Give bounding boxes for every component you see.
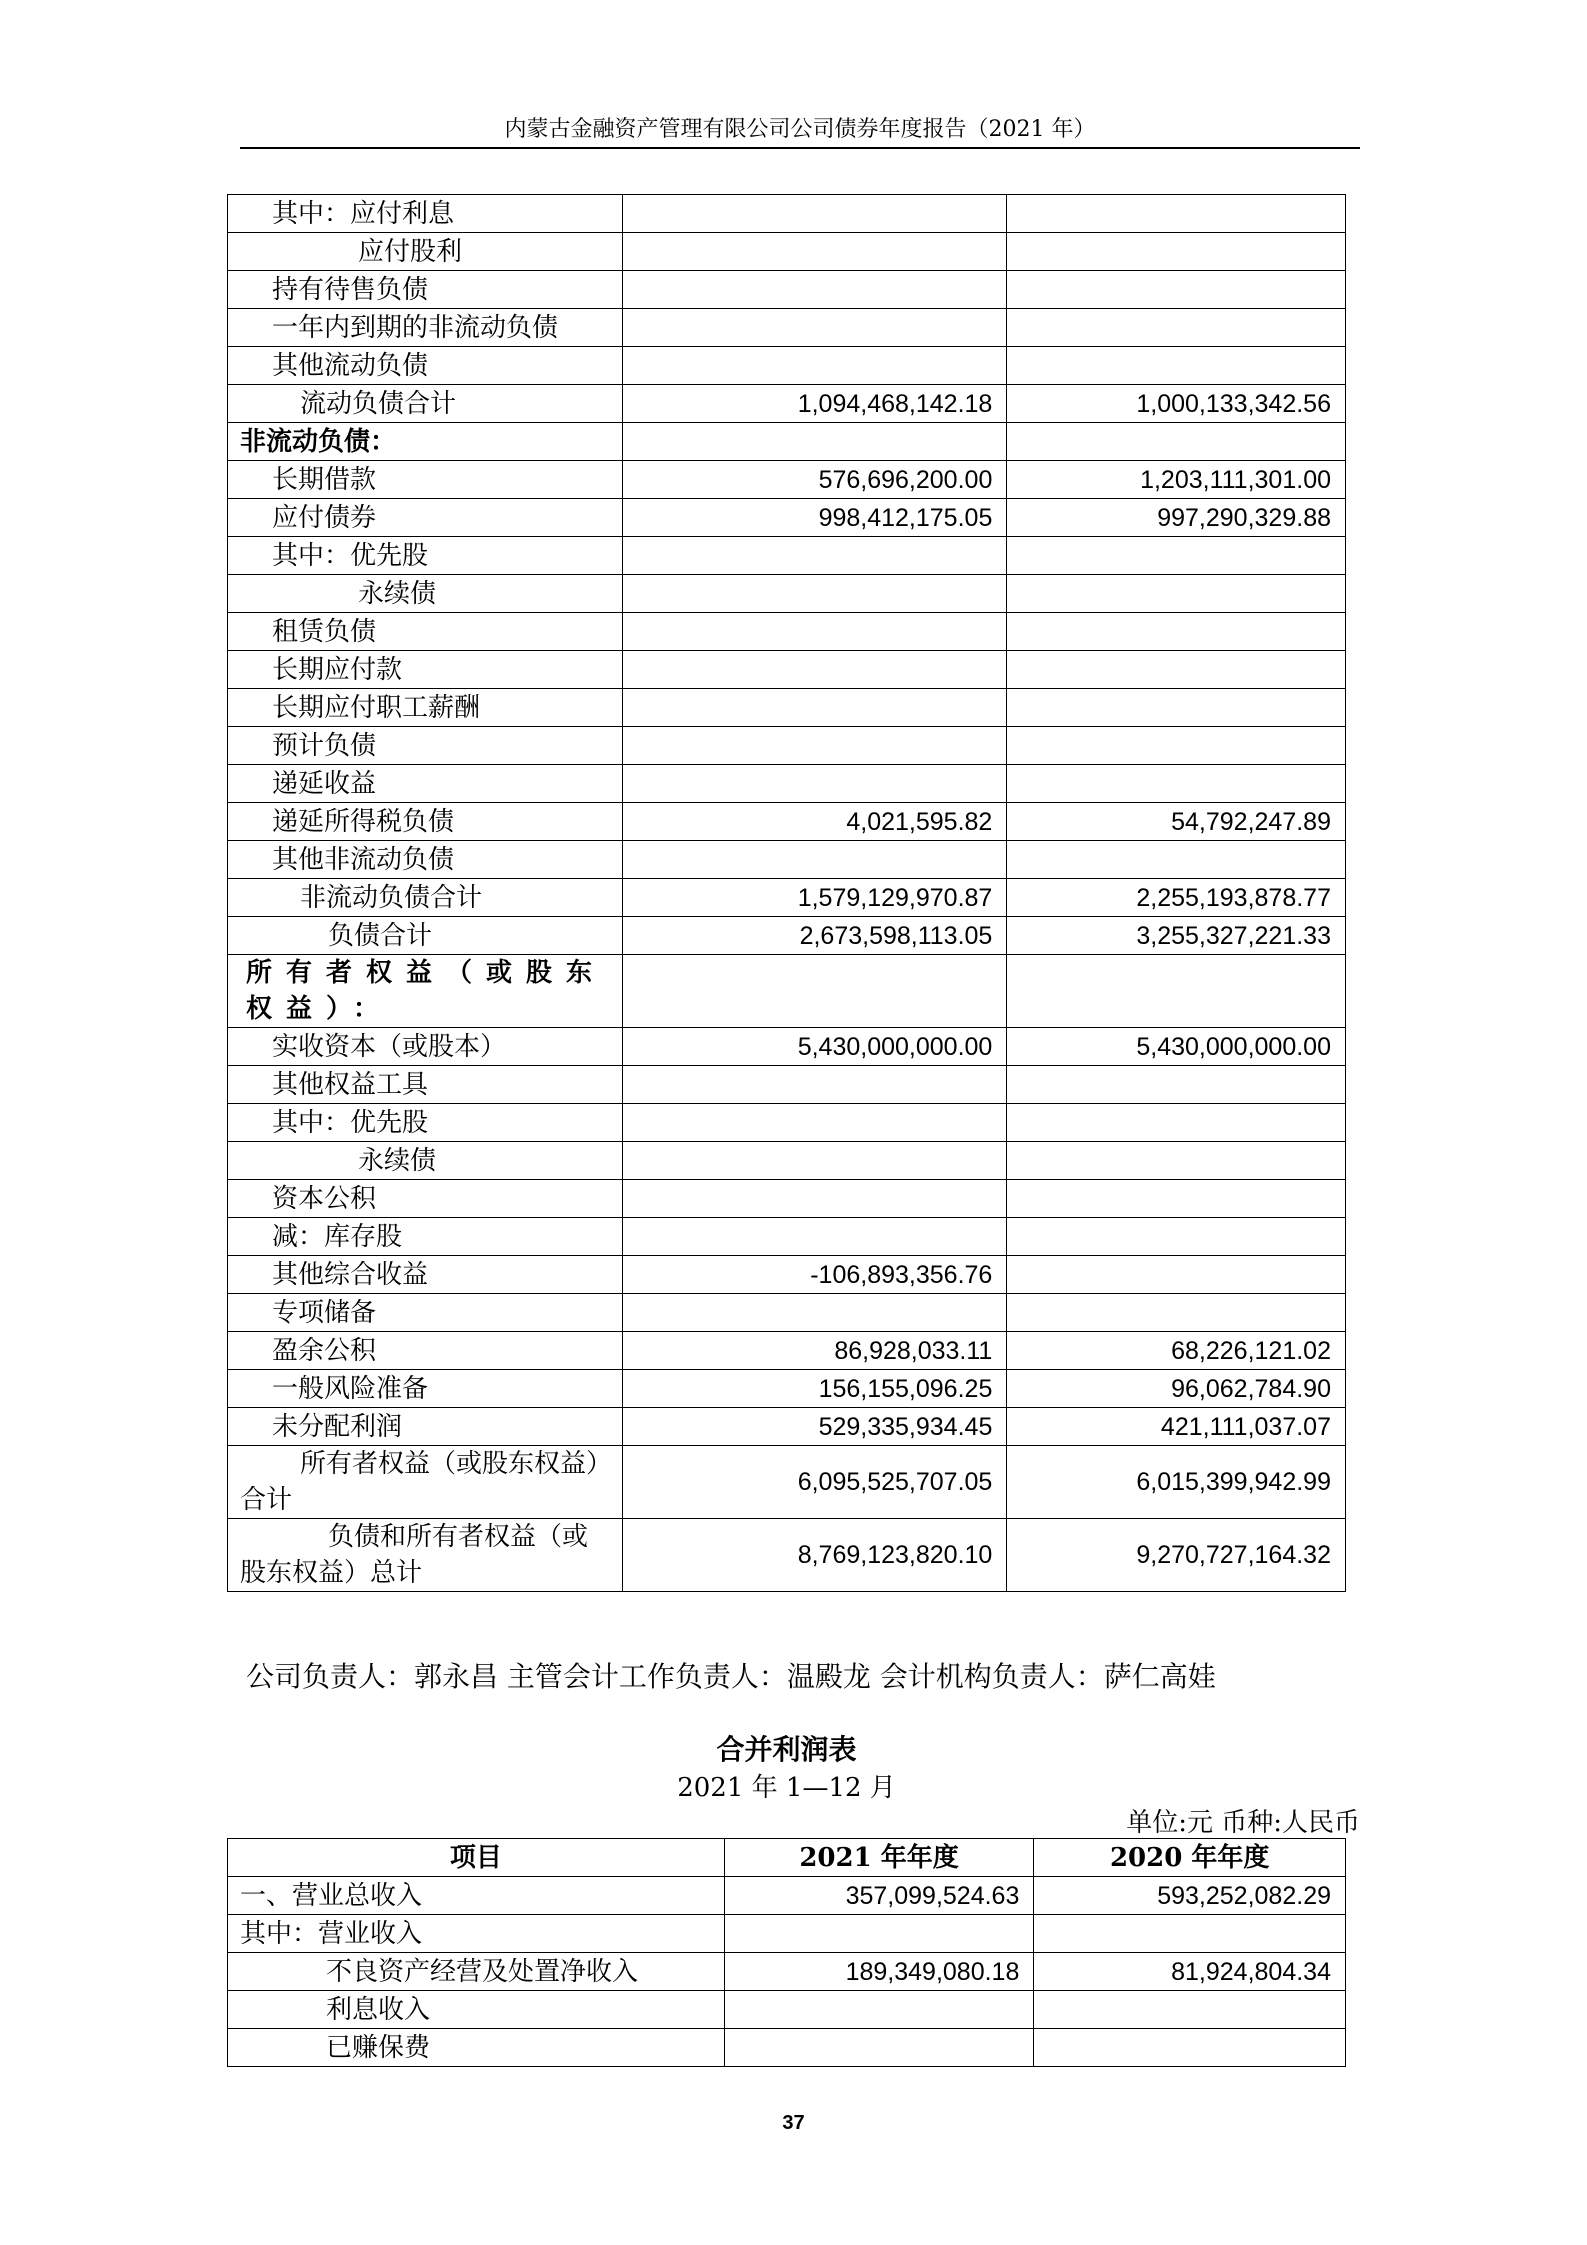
table-row <box>228 841 1346 879</box>
header-2020: 2020 年年度 <box>1034 1839 1346 1877</box>
value-2020: 81,924,804.34 <box>1034 1953 1346 1991</box>
table-row <box>228 537 1346 575</box>
row-label: 其中：优先股 <box>228 537 623 575</box>
value-2020 <box>1007 1218 1346 1256</box>
table-row <box>228 879 1346 917</box>
row-label: 减：库存股 <box>228 1218 623 1256</box>
value-2020: 3,255,327,221.33 <box>1007 917 1346 955</box>
value-2021 <box>622 727 1007 765</box>
value-2021 <box>622 1218 1007 1256</box>
value-2020: 1,203,111,301.00 <box>1007 461 1346 499</box>
value-2021: 86,928,033.11 <box>622 1332 1007 1370</box>
table-row <box>228 1877 1346 1915</box>
value-2020 <box>1007 1294 1346 1332</box>
row-label: 未分配利润 <box>228 1408 623 1446</box>
value-2020: 68,226,121.02 <box>1007 1332 1346 1370</box>
value-2021: 529,335,934.45 <box>622 1408 1007 1446</box>
balance-sheet-table <box>227 194 1346 1592</box>
value-2020 <box>1034 1915 1346 1953</box>
value-2021 <box>622 537 1007 575</box>
row-label: 专项储备 <box>228 1294 623 1332</box>
row-label: 长期应付款 <box>228 651 623 689</box>
table-row <box>228 1028 1346 1066</box>
value-2021 <box>622 841 1007 879</box>
table-row <box>228 651 1346 689</box>
value-2020 <box>1007 537 1346 575</box>
value-2021 <box>622 955 1007 1028</box>
value-2021: -106,893,356.76 <box>622 1256 1007 1294</box>
report-header: 内蒙古金融资产管理有限公司公司债券年度报告（2021 年） <box>504 117 1096 142</box>
row-label: 已赚保费 <box>228 2029 725 2067</box>
row-label: 其他综合收益 <box>228 1256 623 1294</box>
table-row <box>228 1256 1346 1294</box>
value-2020: 96,062,784.90 <box>1007 1370 1346 1408</box>
value-2021 <box>622 1294 1007 1332</box>
value-2020: 54,792,247.89 <box>1007 803 1346 841</box>
row-label: 其他权益工具 <box>228 1066 623 1104</box>
row-label: 不良资产经营及处置净收入 <box>228 1953 725 1991</box>
value-2021 <box>622 347 1007 385</box>
table-row <box>228 955 1346 1028</box>
row-label: 其中：优先股 <box>228 1104 623 1142</box>
table-row <box>228 689 1346 727</box>
value-2020: 2,255,193,878.77 <box>1007 879 1346 917</box>
header-rule <box>240 147 1360 149</box>
value-2020 <box>1007 1104 1346 1142</box>
row-label: 长期应付职工薪酬 <box>228 689 623 727</box>
table-row <box>228 1991 1346 2029</box>
row-label: 永续债 <box>228 1142 623 1180</box>
income-statement-period: 2021 年 1—12 月 <box>677 1773 896 1803</box>
table-row <box>228 1519 1346 1592</box>
row-label: 递延所得税负债 <box>228 803 623 841</box>
value-2020: 997,290,329.88 <box>1007 499 1346 537</box>
currency-unit: 单位:元 币种:人民币 <box>1126 1808 1360 1838</box>
row-label: 流动负债合计 <box>228 385 623 423</box>
row-label: 递延收益 <box>228 765 623 803</box>
value-2021: 998,412,175.05 <box>622 499 1007 537</box>
table-row <box>228 1370 1346 1408</box>
row-label: 永续债 <box>228 575 623 613</box>
table-row <box>228 1180 1346 1218</box>
row-label: 一、营业总收入 <box>228 1877 725 1915</box>
table-row <box>228 461 1346 499</box>
row-label: 其中：应付利息 <box>228 195 623 233</box>
value-2021 <box>724 2029 1034 2067</box>
value-2020: 5,430,000,000.00 <box>1007 1028 1346 1066</box>
row-label: 非流动负债合计 <box>228 879 623 917</box>
value-2021 <box>622 309 1007 347</box>
value-2021: 4,021,595.82 <box>622 803 1007 841</box>
header-item: 项目 <box>228 1839 725 1877</box>
value-2020 <box>1007 727 1346 765</box>
row-label: 应付债券 <box>228 499 623 537</box>
section-heading: 非流动负债： <box>228 423 623 461</box>
value-2021 <box>622 271 1007 309</box>
value-2021 <box>622 689 1007 727</box>
value-2020 <box>1007 347 1346 385</box>
row-label: 负债和所有者权益（或股东权益）总计 <box>228 1519 623 1592</box>
table-row <box>228 309 1346 347</box>
header-2021: 2021 年年度 <box>724 1839 1034 1877</box>
page-number: 37 <box>782 2112 805 2134</box>
row-label: 其他流动负债 <box>228 347 623 385</box>
signatories-line: 公司负责人：郭永昌 主管会计工作负责人：温殿龙 会计机构负责人：萨仁高娃 <box>246 1660 1216 1693</box>
value-2020 <box>1007 575 1346 613</box>
row-label: 其他非流动负债 <box>228 841 623 879</box>
table-row <box>228 1218 1346 1256</box>
row-label: 利息收入 <box>228 1991 725 2029</box>
row-label: 其中：营业收入 <box>228 1915 725 1953</box>
value-2020 <box>1007 955 1346 1028</box>
value-2020 <box>1007 271 1346 309</box>
table-row <box>228 575 1346 613</box>
value-2020 <box>1007 651 1346 689</box>
value-2021 <box>622 765 1007 803</box>
table-row <box>228 1294 1346 1332</box>
income-statement-title: 合并利润表 <box>716 1733 857 1766</box>
table-row <box>228 195 1346 233</box>
table-row <box>228 1332 1346 1370</box>
value-2020 <box>1034 1991 1346 2029</box>
value-2021 <box>622 575 1007 613</box>
row-label: 盈余公积 <box>228 1332 623 1370</box>
table-row <box>228 765 1346 803</box>
table-row <box>228 1953 1346 1991</box>
value-2021: 2,673,598,113.05 <box>622 917 1007 955</box>
table-row <box>228 613 1346 651</box>
row-label: 一年内到期的非流动负债 <box>228 309 623 347</box>
table-row <box>228 271 1346 309</box>
table-row <box>228 1408 1346 1446</box>
value-2020 <box>1007 1066 1346 1104</box>
value-2020 <box>1007 233 1346 271</box>
row-label: 实收资本（或股本） <box>228 1028 623 1066</box>
value-2021 <box>622 1066 1007 1104</box>
row-label: 所有者权益（或股东权益）合计 <box>228 1446 623 1519</box>
table-row <box>228 423 1346 461</box>
value-2020 <box>1007 841 1346 879</box>
table-row <box>228 1446 1346 1519</box>
row-label: 租赁负债 <box>228 613 623 651</box>
value-2021 <box>622 423 1007 461</box>
value-2021: 5,430,000,000.00 <box>622 1028 1007 1066</box>
value-2021: 1,094,468,142.18 <box>622 385 1007 423</box>
table-row <box>228 917 1346 955</box>
table-row <box>228 1066 1346 1104</box>
table-row <box>228 385 1346 423</box>
value-2021 <box>622 1104 1007 1142</box>
value-2021: 189,349,080.18 <box>724 1953 1034 1991</box>
value-2020 <box>1007 423 1346 461</box>
table-row <box>228 347 1346 385</box>
row-label: 应付股利 <box>228 233 623 271</box>
value-2021: 6,095,525,707.05 <box>622 1446 1007 1519</box>
value-2021 <box>622 233 1007 271</box>
row-label: 预计负债 <box>228 727 623 765</box>
value-2020 <box>1007 195 1346 233</box>
value-2020: 421,111,037.07 <box>1007 1408 1346 1446</box>
table-row <box>228 1104 1346 1142</box>
value-2021 <box>724 1991 1034 2029</box>
value-2021 <box>622 613 1007 651</box>
table-row <box>228 803 1346 841</box>
section-heading: 所有者权益（或股东权益）： <box>228 955 623 1028</box>
row-label: 持有待售负债 <box>228 271 623 309</box>
value-2021: 1,579,129,970.87 <box>622 879 1007 917</box>
value-2020: 593,252,082.29 <box>1034 1877 1346 1915</box>
value-2021 <box>724 1915 1034 1953</box>
value-2020 <box>1007 765 1346 803</box>
table-row <box>228 499 1346 537</box>
value-2020 <box>1007 1142 1346 1180</box>
table-row <box>228 1142 1346 1180</box>
value-2020: 1,000,133,342.56 <box>1007 385 1346 423</box>
value-2021 <box>622 195 1007 233</box>
value-2020 <box>1007 1256 1346 1294</box>
row-label: 长期借款 <box>228 461 623 499</box>
value-2020 <box>1007 309 1346 347</box>
value-2020 <box>1007 689 1346 727</box>
value-2021: 8,769,123,820.10 <box>622 1519 1007 1592</box>
value-2020 <box>1034 2029 1346 2067</box>
value-2021: 156,155,096.25 <box>622 1370 1007 1408</box>
table-row <box>228 1915 1346 1953</box>
income-statement-table <box>227 1838 1346 2067</box>
table-row <box>228 233 1346 271</box>
value-2021 <box>622 1142 1007 1180</box>
table-row <box>228 727 1346 765</box>
value-2020 <box>1007 1180 1346 1218</box>
table-header-row <box>228 1839 1346 1877</box>
value-2021 <box>622 1180 1007 1218</box>
row-label: 一般风险准备 <box>228 1370 623 1408</box>
value-2021: 576,696,200.00 <box>622 461 1007 499</box>
value-2021: 357,099,524.63 <box>724 1877 1034 1915</box>
value-2020: 9,270,727,164.32 <box>1007 1519 1346 1592</box>
value-2021 <box>622 651 1007 689</box>
row-label: 资本公积 <box>228 1180 623 1218</box>
value-2020: 6,015,399,942.99 <box>1007 1446 1346 1519</box>
row-label: 负债合计 <box>228 917 623 955</box>
table-row <box>228 2029 1346 2067</box>
value-2020 <box>1007 613 1346 651</box>
